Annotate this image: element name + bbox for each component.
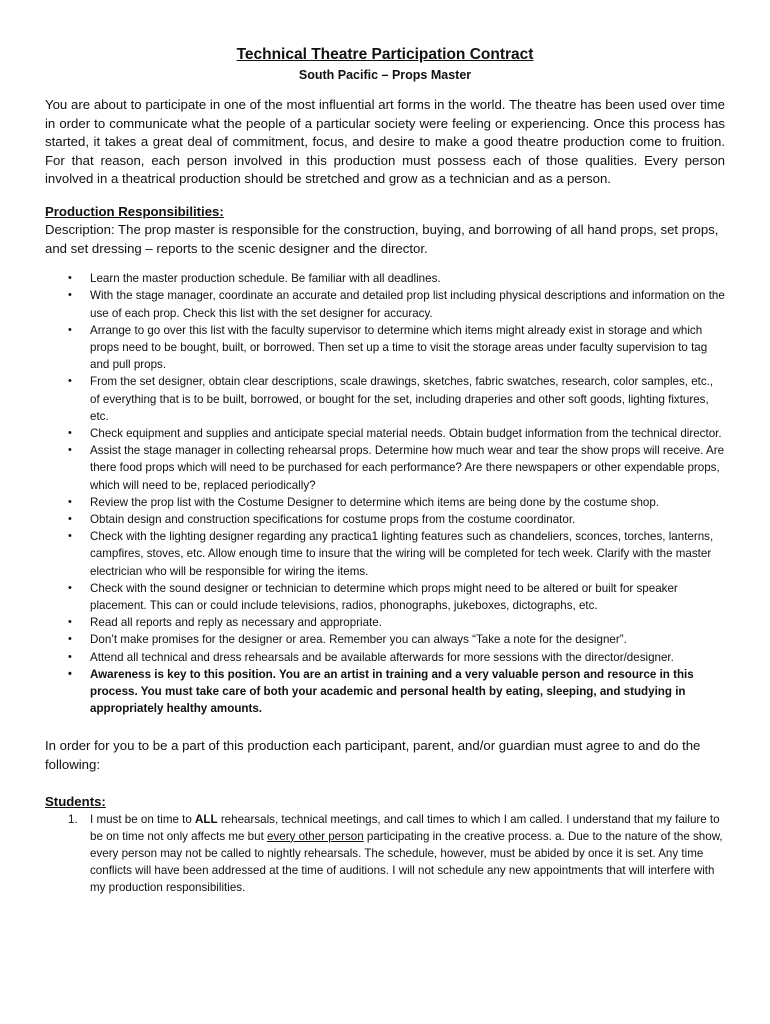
list-item	[68, 649, 725, 666]
bullet-icon: •	[68, 530, 72, 543]
list-item	[68, 494, 725, 511]
list-item-text: Assist the stage manager in collecting rehearsal props. Determine how much wear and tear the show props will receive. Are there food props which will need to be purchased for each performance? Are there newspapers or other expendable props, which will need to be, replaced periodically?	[90, 444, 725, 492]
list-item-text: Arrange to go over this list with the faculty supervisor to determine which items might already exist in storage and which props need to be bought, built, or borrowed. Then set up a time to visit the storage areas under faculty supervision to tag and pull props.	[90, 323, 708, 372]
bullet-icon: •	[68, 426, 72, 439]
list-item	[68, 580, 725, 614]
student-text-bold: ALL	[195, 812, 218, 826]
list-item	[68, 614, 725, 631]
bullet-icon: •	[68, 616, 72, 629]
role-description: Description: The prop master is responsible for the construction, buying, and borrowing of all hand props, set props, and set dressing – reports to the scenic designer and the director.	[45, 221, 719, 256]
list-item-text: Attend all technical and dress rehearsals and be available afterwards for more sessions with the director/designer.	[90, 650, 674, 664]
list-item-text: Check with the sound designer or technician to determine which props might need to be altered or built for speaker placement. This can or could include televisions, radios, phonographs, jukeboxes, dictographs, etc.	[90, 581, 678, 613]
bullet-icon: •	[68, 650, 72, 663]
page-subtitle: South Pacific – Props Master	[298, 68, 472, 82]
item-number: 1.	[68, 812, 78, 826]
bullet-icon: •	[68, 513, 72, 525]
list-item-text: Learn the master production schedule. Be familiar with all deadlines.	[90, 272, 441, 286]
intro-paragraph: You are about to participate in one of the most influential art forms in the world. The theatre has been used over time in order to communicate what the people of a particular society were feeling or experiencing. Once this process has started, it takes a great deal of commitment, focus, and desire to make a good theatre production come to fruition. For that reason, each person involved in this production must possess each of those qualities. Every person involved in a theatrical production should be stretched and grow as a technician and as a person.	[45, 97, 725, 187]
list-item	[68, 373, 725, 425]
list-item-text: Awareness is key to this position. You are an artist in training and a very valuable person and resource in this process. You must take care of both your academic and personal health by eating, sleeping, and studying in appropriately healthy amounts.	[90, 667, 694, 716]
list-item	[68, 442, 725, 494]
bullet-icon: •	[68, 633, 72, 646]
students-heading: Students:	[45, 793, 106, 809]
list-item-text: Read all reports and reply as necessary and appropriate.	[90, 616, 382, 630]
bullet-icon: •	[68, 323, 72, 336]
bullet-icon: •	[68, 375, 72, 388]
list-item	[68, 528, 725, 580]
students-list	[45, 811, 725, 897]
list-item-text: Review the prop list with the Costume Designer to determine which items are being done by the costume shop.	[90, 495, 660, 509]
bullet-icon: •	[68, 272, 72, 285]
list-item	[68, 425, 725, 442]
bullet-icon: •	[68, 667, 72, 680]
page-title: Technical Theatre Participation Contract	[236, 46, 534, 63]
responsibilities-list	[45, 270, 725, 717]
list-item-text: With the stage manager, coordinate an accurate and detailed prop list including physical descriptions and information on the use of each prop. Check this list with the set designer for accuracy.	[90, 289, 725, 320]
list-item	[68, 287, 725, 321]
list-item	[68, 511, 725, 528]
responsibilities-heading: Production Responsibilities:	[45, 203, 224, 219]
list-item-text: Obtain design and construction specifications for costume props from the costume coordinator.	[90, 513, 576, 526]
list-item	[68, 666, 725, 718]
bullet-icon: •	[68, 289, 72, 302]
agreement-paragraph: In order for you to be a part of this production each participant, parent, and/or guardian must agree to and do the following:	[45, 738, 701, 773]
student-text-part: participating in the creative process. a. Due to the nature of the show, every person may not be called to nightly rehearsals. The schedule, however, must be abided by once it is set. Any time conflicts will have been addressed at the time of auditions. I will not schedule any new appointments that will interfere with my production responsibilities.	[90, 829, 723, 895]
bullet-icon: •	[68, 581, 72, 594]
list-item-text: Check equipment and supplies and anticipate special material needs. Obtain budget information from the technical director.	[90, 426, 722, 440]
list-item	[68, 322, 725, 374]
bullet-icon: •	[68, 495, 72, 508]
student-text-part: rehearsals, technical meetings, and call times to which I am called. I understand that my failure to be on time not only affects me but	[90, 812, 720, 843]
list-item-text: Don’t make promises for the designer or area. Remember you can always “Take a note for the designer”.	[90, 633, 627, 647]
bullet-icon: •	[68, 444, 72, 457]
student-text-underlined: every other person	[267, 829, 364, 843]
list-item	[68, 811, 725, 897]
list-item-text: From the set designer, obtain clear descriptions, scale drawings, sketches, fabric swatches, research, color samples, etc., of everything that is to be built, borrowed, or bought for the set, including draperies and other soft goods, lighting fixtures, etc.	[90, 375, 714, 423]
list-item	[68, 631, 725, 648]
list-item	[68, 270, 725, 287]
student-text-part: I must be on time to	[90, 812, 196, 826]
list-item-text: Check with the lighting designer regarding any practica1 lighting features such as chandeliers, sconces, torches, lanterns, campfires, stoves, etc. Allow enough time to insure that the wiring will be completed for tech week. Clarify with the master electrician who will be responsible for wiring the items.	[90, 530, 714, 578]
